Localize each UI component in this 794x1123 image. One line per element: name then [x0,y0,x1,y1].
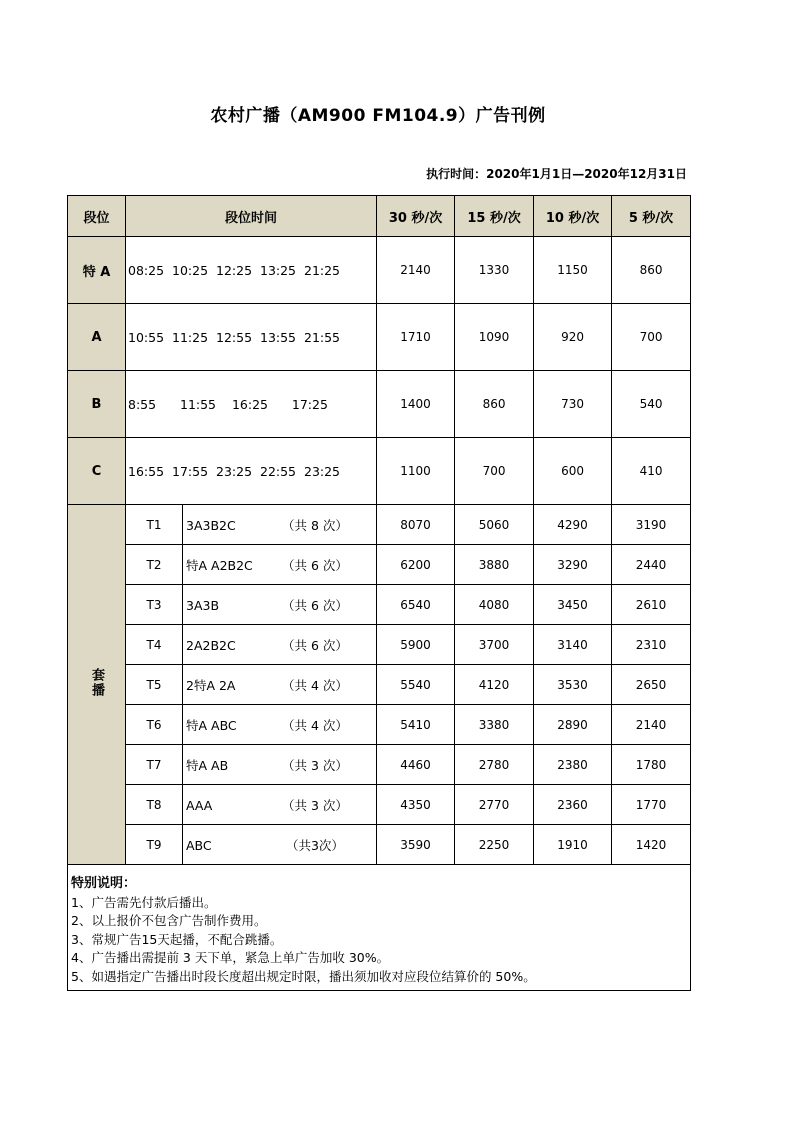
package-row [68,505,691,545]
package-count: （共 6 次） [282,557,348,573]
package-count: （共 3 次） [282,797,348,813]
price-5s: 2310 [612,625,691,665]
price-5s: 2650 [612,665,691,705]
package-row [68,625,691,665]
package-count: （共 3 次） [282,757,348,773]
package-content [183,505,377,545]
price-30s: 6540 [377,585,455,625]
price-30s: 1400 [377,371,455,438]
price-5s: 1420 [612,825,691,865]
package-row [68,785,691,825]
price-10s: 2360 [534,785,612,825]
price-15s: 4080 [455,585,534,625]
package-code: T1 [126,505,183,545]
notes-cell [68,865,691,991]
package-content [183,825,377,865]
segment-times: 08:25 10:25 12:25 13:25 21:25 [126,237,377,304]
price-15s: 2780 [455,745,534,785]
price-30s: 3590 [377,825,455,865]
price-15s: 1330 [455,237,534,304]
segment-times: 8:55 11:55 16:25 17:25 [126,371,377,438]
package-content [183,785,377,825]
price-10s: 920 [534,304,612,371]
note-item: 3、常规广告15天起播，不配合跳播。 [71,931,283,947]
price-5s: 1770 [612,785,691,825]
header-15s: 15 秒/次 [455,196,534,237]
price-30s: 1100 [377,438,455,505]
package-count: （共 6 次） [282,597,348,613]
segment-row [68,304,691,371]
price-30s: 4350 [377,785,455,825]
price-10s: 4290 [534,505,612,545]
price-5s: 700 [612,304,691,371]
price-15s: 5060 [455,505,534,545]
price-10s: 3290 [534,545,612,585]
price-10s: 3140 [534,625,612,665]
price-30s: 5900 [377,625,455,665]
price-5s: 410 [612,438,691,505]
price-10s: 3530 [534,665,612,705]
package-code: T6 [126,705,183,745]
segment-times: 16:55 17:55 23:25 22:55 23:25 [126,438,377,505]
header-10s: 10 秒/次 [534,196,612,237]
price-30s: 5410 [377,705,455,745]
package-row [68,585,691,625]
price-15s: 3700 [455,625,534,665]
note-item: 2、以上报价不包含广告制作费用。 [71,913,267,928]
price-10s: 1910 [534,825,612,865]
price-10s: 2380 [534,745,612,785]
package-code: T4 [126,625,183,665]
price-5s: 1780 [612,745,691,785]
package-group-label [68,505,126,865]
package-combo: 特A ABC [186,717,237,733]
package-combo: ABC [186,837,212,853]
package-code: T8 [126,785,183,825]
package-combo: 2特A 2A [186,677,236,693]
price-15s: 1090 [455,304,534,371]
package-content [183,625,377,665]
segment-row [68,237,691,304]
segment-row [68,371,691,438]
price-15s: 4120 [455,665,534,705]
price-15s: 3880 [455,545,534,585]
price-10s: 3450 [534,585,612,625]
package-combo: 3A3B [186,597,220,613]
package-row [68,705,691,745]
price-30s: 8070 [377,505,455,545]
execution-period: 执行时间：2020年1月1日—2020年12月31日 [426,167,687,181]
price-30s: 1710 [377,304,455,371]
header-30s: 30 秒/次 [377,196,455,237]
package-content [183,745,377,785]
package-count: （共 4 次） [282,677,348,693]
rate-table [67,195,691,991]
package-combo: 3A3B2C [186,517,236,533]
header-segment-time: 段位时间 [126,196,377,237]
price-30s: 4460 [377,745,455,785]
package-code: T3 [126,585,183,625]
price-5s: 860 [612,237,691,304]
segment-label: B [68,371,126,438]
package-row [68,825,691,865]
package-content [183,705,377,745]
segment-times: 10:55 11:25 12:55 13:55 21:55 [126,304,377,371]
price-10s: 730 [534,371,612,438]
package-count: （共 4 次） [282,717,348,733]
price-15s: 700 [455,438,534,505]
price-5s: 3190 [612,505,691,545]
package-row [68,745,691,785]
header-5s: 5 秒/次 [612,196,691,237]
notes-row [68,865,691,991]
segment-label: C [68,438,126,505]
price-10s: 1150 [534,237,612,304]
package-count: （共3次） [282,837,344,853]
note-item: 4、广告播出需提前 3 天下单，紧急上单广告加收 30%。 [71,950,390,965]
price-30s: 6200 [377,545,455,585]
note-item: 1、广告需先付款后播出。 [71,894,217,910]
package-combo: 特A AB [186,757,229,773]
price-15s: 860 [455,371,534,438]
segment-label: A [68,304,126,371]
package-combo: 2A2B2C [186,637,236,653]
package-row [68,665,691,705]
price-30s: 5540 [377,665,455,705]
package-combo: AAA [186,797,213,813]
note-item: 5、如遇指定广告播出时段长度超出规定时限，播出须加收对应段位结算价的 50%。 [71,968,536,984]
package-code: T5 [126,665,183,705]
price-5s: 2610 [612,585,691,625]
price-10s: 2890 [534,705,612,745]
price-5s: 540 [612,371,691,438]
package-combo: 特A A2B2C [186,557,253,573]
package-content [183,665,377,705]
price-15s: 2770 [455,785,534,825]
page-title: 农村广播（AM900 FM104.9）广告刊例 [210,106,546,126]
package-count: （共 8 次） [282,517,348,533]
package-content [183,545,377,585]
price-5s: 2440 [612,545,691,585]
package-count: （共 6 次） [282,637,348,653]
header-segment: 段位 [68,196,126,237]
package-row [68,545,691,585]
segment-label: 特 A [68,237,126,304]
package-label: 套播 [89,667,104,698]
package-content [183,585,377,625]
segment-row [68,438,691,505]
price-10s: 600 [534,438,612,505]
price-30s: 2140 [377,237,455,304]
header-row [68,196,691,237]
price-15s: 2250 [455,825,534,865]
notes-title: 特别说明： [71,876,137,891]
price-5s: 2140 [612,705,691,745]
package-code: T2 [126,545,183,585]
price-15s: 3380 [455,705,534,745]
package-code: T7 [126,745,183,785]
package-code: T9 [126,825,183,865]
